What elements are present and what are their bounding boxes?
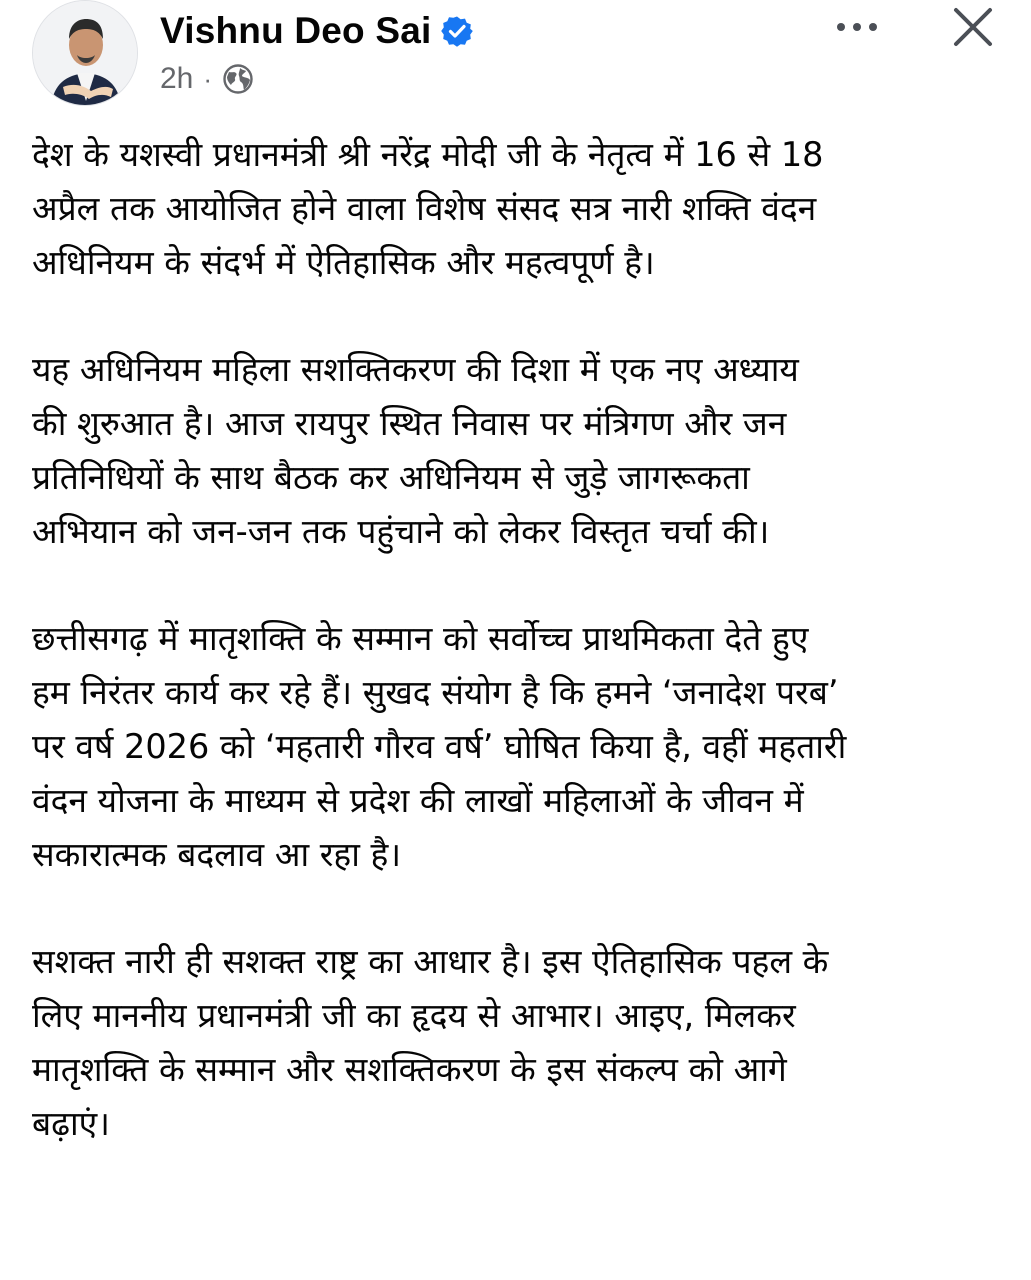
post-line: प्रतिनिधियों के साथ बैठक कर अधिनियम से जुड़े जागरूकता — [32, 458, 750, 497]
post-header — [0, 0, 1031, 110]
author-name[interactable]: Vishnu Deo Sai — [160, 10, 432, 51]
post-line: लिए माननीय प्रधानमंत्री जी का हृदय से आभार। आइए, मिलकर — [32, 996, 796, 1035]
post-line: की शुरुआत है। आज रायपुर स्थित निवास पर मंत्रिगण और जन — [32, 404, 787, 443]
post-line: मातृशक्ति के सम्मान और सशक्तिकरण के इस संकल्प को आगे — [32, 1050, 787, 1089]
post-line: देश के यशस्वी प्रधानमंत्री श्री नरेंद्र मोदी जी के नेतृत्व में 16 से 18 — [32, 135, 824, 174]
post-paragraph — [32, 128, 1007, 290]
post-line: वंदन योजना के माध्यम से प्रदेश की लाखों महिलाओं के जीवन में — [32, 781, 804, 820]
post-line: सकारात्मक बदलाव आ रहा है। — [32, 835, 402, 874]
post-line: हम निरंतर कार्य कर रहे हैं। सुखद संयोग है कि हमने ‘जनादेश परब’ — [32, 673, 839, 712]
timestamp[interactable]: 2h — [160, 62, 194, 95]
post-meta — [160, 58, 254, 100]
post-paragraph — [32, 935, 1007, 1151]
post-line: सशक्त नारी ही सशक्त राष्ट्र का आधार है। इस ऐतिहासिक पहल के — [32, 942, 829, 981]
author-row — [160, 6, 473, 56]
post-line: पर वर्ष 2026 को ‘महतारी गौरव वर्ष’ घोषित किया है, वहीं महतारी — [32, 727, 847, 766]
post-line: अप्रैल तक आयोजित होने वाला विशेष संसद सत्र नारी शक्ति वंदन — [32, 189, 817, 228]
post-line: अधिनियम के संदर्भ में ऐतिहासिक और महत्वपूर्ण है। — [32, 243, 655, 282]
post-line: अभियान को जन-जन तक पहुंचाने को लेकर विस्तृत चर्चा की। — [32, 512, 770, 551]
avatar[interactable] — [32, 0, 138, 106]
meta-separator: · — [203, 63, 213, 94]
post-line: छत्तीसगढ़ में मातृशक्ति के सम्मान को सर्वोच्च प्राथमिकता देते हुए — [32, 619, 809, 658]
verified-badge-icon — [441, 15, 473, 47]
profile-photo — [33, 1, 138, 106]
post-paragraph — [32, 343, 1007, 559]
more-horizontal-icon[interactable] — [832, 10, 882, 44]
post-line: यह अधिनियम महिला सशक्तिकरण की दिशा में एक नए अध्याय — [32, 350, 799, 389]
post-text — [32, 128, 1007, 1204]
globe-icon[interactable] — [222, 63, 254, 95]
post-line: बढ़ाएं। — [32, 1104, 110, 1143]
close-icon[interactable] — [950, 4, 996, 50]
post-paragraph — [32, 612, 1007, 882]
